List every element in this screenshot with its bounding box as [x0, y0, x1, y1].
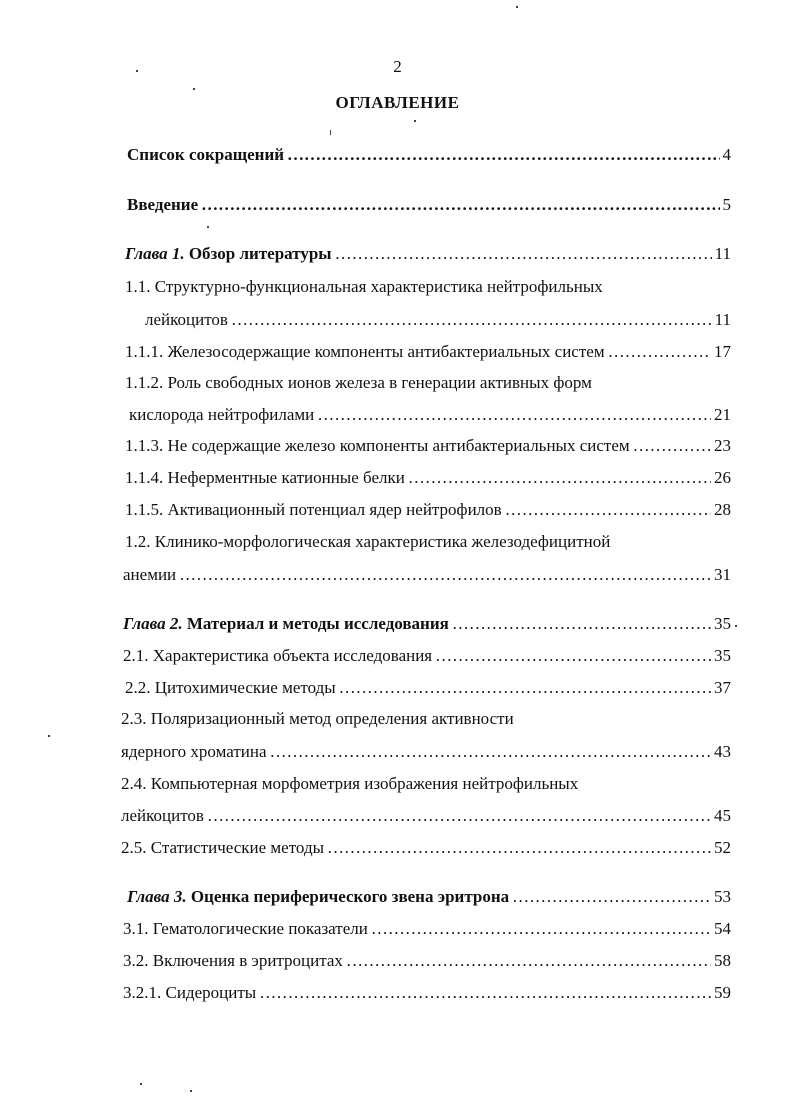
toc-entry-page: 21 — [714, 405, 731, 424]
toc-entry-label: 2.3. Поляризационный метод определения активности — [121, 709, 514, 728]
toc-entry-2-2 — [125, 678, 731, 698]
toc-entry-3-2 — [123, 951, 731, 971]
toc-entry-3-1 — [123, 919, 731, 939]
toc-entry-1-1-1 — [125, 342, 731, 362]
toc-entry-page: 4 — [722, 145, 731, 164]
toc-entry-chapter-3 — [127, 887, 731, 907]
toc-entry-page: 26 — [714, 468, 731, 487]
toc-entry-label: лейкоцитов — [121, 806, 204, 825]
toc-entry-label: анемии — [123, 565, 177, 584]
toc-entry-1-1-line2 — [145, 310, 731, 330]
toc-entry-page: 59 — [714, 983, 731, 1002]
toc-entry-label: Материал и методы исследования — [186, 614, 449, 633]
toc-entry-label: 1.1.4. Неферментные катионные белки — [125, 468, 405, 487]
leader-dots — [259, 983, 711, 1003]
toc-entry-label: Оценка периферического звена эритрона — [190, 887, 510, 906]
toc-entry-label: 3.2. Включения в эритроцитах — [123, 951, 343, 970]
toc-entry-page: 45 — [714, 806, 731, 825]
scan-speck — [330, 130, 331, 135]
toc-entry-chapter-1 — [125, 244, 731, 264]
leader-dots — [346, 951, 711, 971]
scan-speck — [140, 1083, 142, 1085]
toc-entry-label: кислорода нейтрофилами — [129, 405, 315, 424]
toc-entry-abbreviations — [127, 145, 731, 165]
toc-entry-page: 58 — [714, 951, 731, 970]
toc-entry-label: 2.1. Характеристика объекта исследования — [123, 646, 433, 665]
leader-dots — [201, 195, 719, 215]
leader-dots — [633, 436, 711, 456]
leader-dots — [287, 145, 719, 165]
toc-entry-label: ядерного хроматина — [121, 742, 267, 761]
toc-entry-page: 35 — [714, 646, 731, 665]
toc-entry-page: 53 — [714, 887, 731, 906]
chapter-prefix: Глава 1. — [125, 244, 185, 263]
toc-entry-label: Список сокращений — [127, 145, 285, 164]
toc-entry-1-1-line1 — [125, 277, 603, 297]
toc-entry-chapter-2 — [123, 614, 731, 634]
toc-entry-2-4-line1 — [121, 774, 578, 794]
toc-entry-label: 2.5. Статистические методы — [121, 838, 325, 857]
toc-entry-label: 1.1.2. Роль свободных ионов железа в генерации активных форм — [125, 373, 592, 392]
leader-dots — [608, 342, 711, 362]
toc-entry-1-1-4 — [125, 468, 731, 488]
toc-entry-1-1-3 — [125, 436, 731, 456]
toc-entry-page: 11 — [714, 244, 731, 263]
toc-entry-1-2-line1 — [125, 532, 610, 552]
toc-entry-label: 3.1. Гематологические показатели — [123, 919, 368, 938]
toc-entry-2-3-line2 — [121, 742, 731, 762]
toc-entry-page: 5 — [722, 195, 731, 214]
scan-speck — [735, 625, 737, 627]
toc-entry-label: 3.2.1. Сидероциты — [123, 983, 257, 1002]
leader-dots — [452, 614, 711, 634]
toc-entry-1-1-5 — [125, 500, 731, 520]
scan-speck — [414, 120, 416, 122]
leader-dots — [505, 500, 711, 520]
leader-dots — [317, 405, 711, 425]
toc-entry-page: 11 — [714, 310, 731, 329]
toc-entry-label: лейкоцитов — [145, 310, 228, 329]
chapter-prefix: Глава 3. — [127, 887, 187, 906]
toc-entry-2-3-line1 — [121, 709, 514, 729]
scan-speck — [516, 6, 518, 8]
leader-dots — [512, 887, 711, 907]
toc-entry-page: 35 — [714, 614, 731, 633]
toc-entry-2-1 — [123, 646, 731, 666]
scan-speck — [193, 88, 195, 90]
toc-entry-3-2-1 — [123, 983, 731, 1003]
toc-entry-page: 31 — [714, 565, 731, 584]
toc-entry-page: 43 — [714, 742, 731, 761]
toc-entry-2-5 — [121, 838, 731, 858]
scan-speck — [136, 70, 138, 72]
toc-entry-label: 1.1. Структурно-функциональная характеристика нейтрофильных — [125, 277, 603, 296]
leader-dots — [408, 468, 711, 488]
toc-entry-label: 1.2. Клинико-морфологическая характеристика железодефицитной — [125, 532, 611, 551]
scan-speck — [207, 226, 209, 228]
toc-entry-page: 54 — [714, 919, 731, 938]
toc-entry-label: 1.1.3. Не содержащие железо компоненты антибактериальных систем — [125, 436, 630, 455]
toc-entry-label: Обзор литературы — [188, 244, 332, 263]
leader-dots — [207, 806, 711, 826]
leader-dots — [270, 742, 711, 762]
toc-entry-page: 23 — [714, 436, 731, 455]
toc-entry-label: 2.2. Цитохимические методы — [125, 678, 336, 697]
toc-entry-page: 52 — [714, 838, 731, 857]
toc-title: ОГЛАВЛЕНИЕ — [335, 93, 460, 112]
chapter-prefix: Глава 2. — [123, 614, 183, 633]
toc-entry-label: Введение — [127, 195, 199, 214]
toc-entry-page: 28 — [714, 500, 731, 519]
scan-speck — [48, 735, 50, 737]
toc-entry-introduction — [127, 195, 731, 215]
leader-dots — [371, 919, 711, 939]
leader-dots — [327, 838, 711, 858]
leader-dots — [231, 310, 712, 330]
toc-entry-1-1-2-line2 — [129, 405, 731, 425]
leader-dots — [339, 678, 711, 698]
toc-entry-1-2-line2 — [123, 565, 731, 585]
toc-entry-2-4-line2 — [121, 806, 731, 826]
toc-entry-page: 17 — [714, 342, 731, 361]
toc-entry-page: 37 — [714, 678, 731, 697]
toc-entry-label: 1.1.5. Активационный потенциал ядер нейтрофилов — [125, 500, 502, 519]
leader-dots — [435, 646, 711, 666]
toc-entry-label: 2.4. Компьютерная морфометрия изображения нейтрофильных — [121, 774, 579, 793]
toc-entry-label: 1.1.1. Железосодержащие компоненты антибактериальных систем — [125, 342, 605, 361]
page-number: 2 — [393, 57, 402, 76]
leader-dots — [179, 565, 711, 585]
scan-speck — [190, 1090, 192, 1092]
toc-entry-1-1-2-line1 — [125, 373, 592, 393]
leader-dots — [335, 244, 712, 264]
